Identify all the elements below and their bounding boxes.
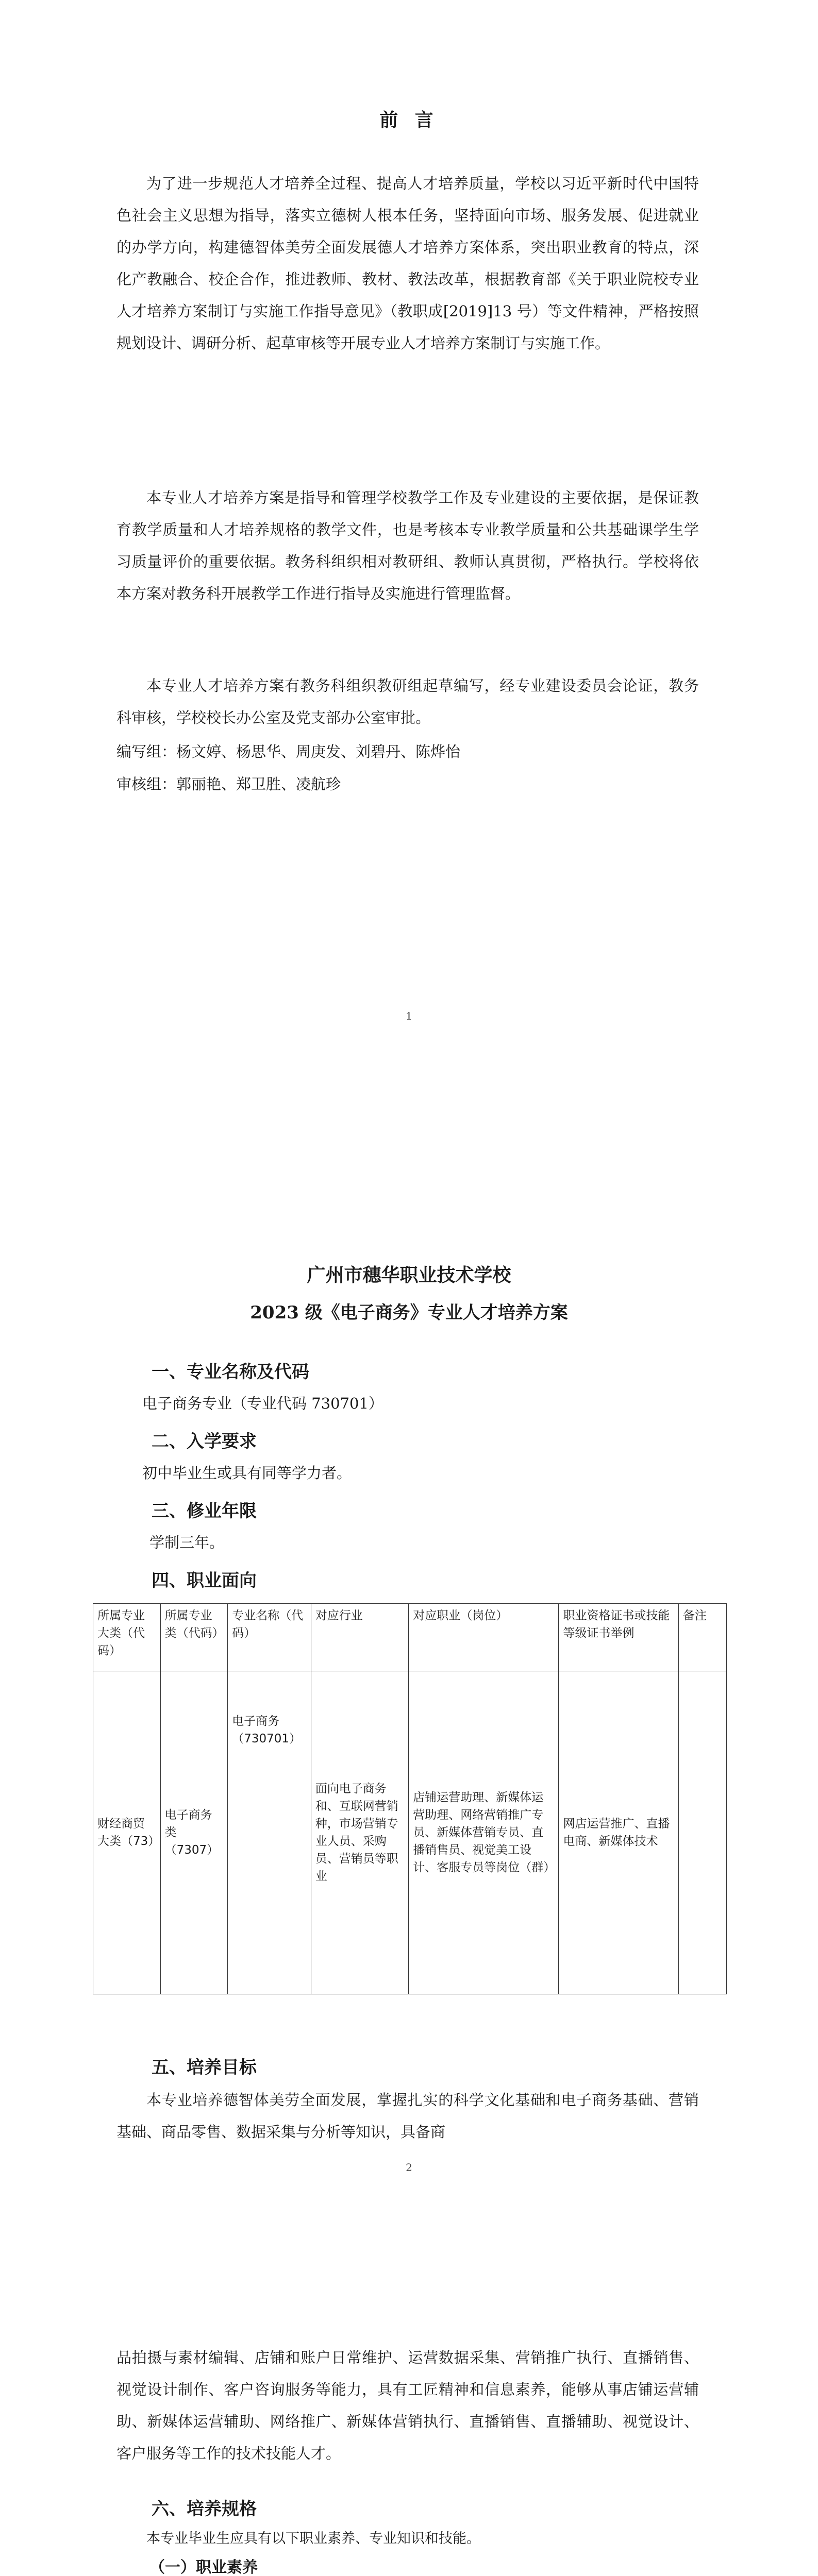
section-1-text: 电子商务专业（专业代码 730701） — [142, 1395, 383, 1412]
table-header-cell: 对应职业（岗位） — [409, 1604, 559, 1671]
section-2-text: 初中毕业生或具有同等学力者。 — [142, 1464, 352, 1482]
section-4-title: 四、职业面向 — [152, 1570, 257, 1591]
table-header-cell: 所属专业大类（代码） — [93, 1604, 161, 1671]
table-cell: 电子商务类（7307） — [160, 1671, 228, 1994]
occupation-table — [93, 1603, 727, 1994]
subsection-1-title: （一）职业素养 — [149, 2558, 258, 2576]
page-1 — [0, 0, 818, 1139]
section-5-text: 本专业培养德智体美劳全面发展，掌握扎实的科学文化基础和电子商务基础、营销基础、商品零售、数据采集与分析等知识，具备商 — [116, 2091, 699, 2141]
plan-title: 2023 级《电子商务》专业人才培养方案 — [250, 1302, 568, 1323]
table-cell — [678, 1671, 726, 1994]
table-cell: 店铺运营助理、新媒体运营助理、网络营销推广专员、新媒体营销专员、直播销售员、视觉美工设计、客服专员等岗位（群） — [409, 1671, 559, 1994]
table-header-cell: 专业名称（代码） — [228, 1604, 311, 1671]
section-6-title: 六、培养规格 — [152, 2499, 257, 2519]
section-3-title: 三、修业年限 — [152, 1501, 257, 1521]
preface-title: 前 言 — [379, 109, 439, 131]
page-number: 1 — [406, 1010, 412, 1022]
section-3-text: 学制三年。 — [149, 1534, 225, 1551]
table-header-row — [93, 1604, 727, 1671]
preface-paragraph-3: 本专业人才培养方案有教务科组织教研组起草编写，经专业建设委员会论证，教务科审核，学校校长办公室及党支部办公室审批。 — [116, 677, 699, 726]
table-row — [93, 1671, 727, 1994]
section-2-title: 二、入学要求 — [152, 1431, 257, 1452]
page-number: 2 — [406, 2161, 412, 2174]
editors-line: 编写组：杨文婷、杨思华、周庚发、刘碧丹、陈烨怡 — [116, 743, 461, 760]
table-header-cell: 备注 — [678, 1604, 726, 1671]
table-cell: 电子商务（730701） — [228, 1671, 311, 1994]
table-cell: 面向电子商务和、互联网营销种，市场营销专业人员、采购员、营销员等职业 — [311, 1671, 409, 1994]
school-name: 广州市穗华职业技术学校 — [307, 1264, 511, 1286]
section-5-title: 五、培养目标 — [152, 2057, 257, 2078]
table-header-cell: 所属专业类（代码） — [160, 1604, 228, 1671]
preface-paragraph-1: 为了进一步规范人才培养全过程、提高人才培养质量，学校以习近平新时代中国特色社会主义思想为指导，落实立德树人根本任务，坚持面向市场、服务发展、促进就业的办学方向，构建德智体美劳全面发展德人才培养方案体系，突出职业教育的特点，深化产教融合、校企合作，推进教师、教材、教法改革，根据教育部《关于职业院校专业人才培养方案制订与实施工作指导意见》（教职成[2019]13 号）等文件精神，严格按照规划设计、调研分析、起草审核等开展专业人才培养方案制订与实施工作。 — [116, 175, 699, 352]
reviewers-line: 审核组：郭丽艳、郑卫胜、凌航珍 — [116, 775, 341, 793]
table-cell: 财经商贸大类（73） — [93, 1671, 161, 1994]
table-cell: 网店运营推广、直播电商、新媒体技术 — [559, 1671, 678, 1994]
preface-paragraph-2: 本专业人才培养方案是指导和管理学校教学工作及专业建设的主要依据，是保证教育教学质量和人才培养规格的教学文件，也是考核本专业教学质量和公共基础课学生学习质量评价的重要依据。教务科组织相对教研组、教师认真贯彻，严格执行。学校将依本方案对教务科开展教学工作进行指导及实施进行管理监督。 — [116, 489, 699, 602]
section-6-intro: 本专业毕业生应具有以下职业素养、专业知识和技能。 — [146, 2531, 480, 2547]
table-header-cell: 职业资格证书或技能等级证书举例 — [559, 1604, 678, 1671]
section-5-continued: 品拍摄与素材编辑、店铺和账户日常维护、运营数据采集、营销推广执行、直播销售、视觉设计制作、客户咨询服务等能力，具有工匠精神和信息素养，能够从事店铺运营辅助、新媒体运营辅助、网络推广、新媒体营销执行、直播销售、直播辅助、视觉设计、客户服务等工作的技术技能人才。 — [116, 2349, 699, 2462]
section-1-title: 一、专业名称及代码 — [152, 1362, 309, 1382]
table-header-cell: 对应行业 — [311, 1604, 409, 1671]
